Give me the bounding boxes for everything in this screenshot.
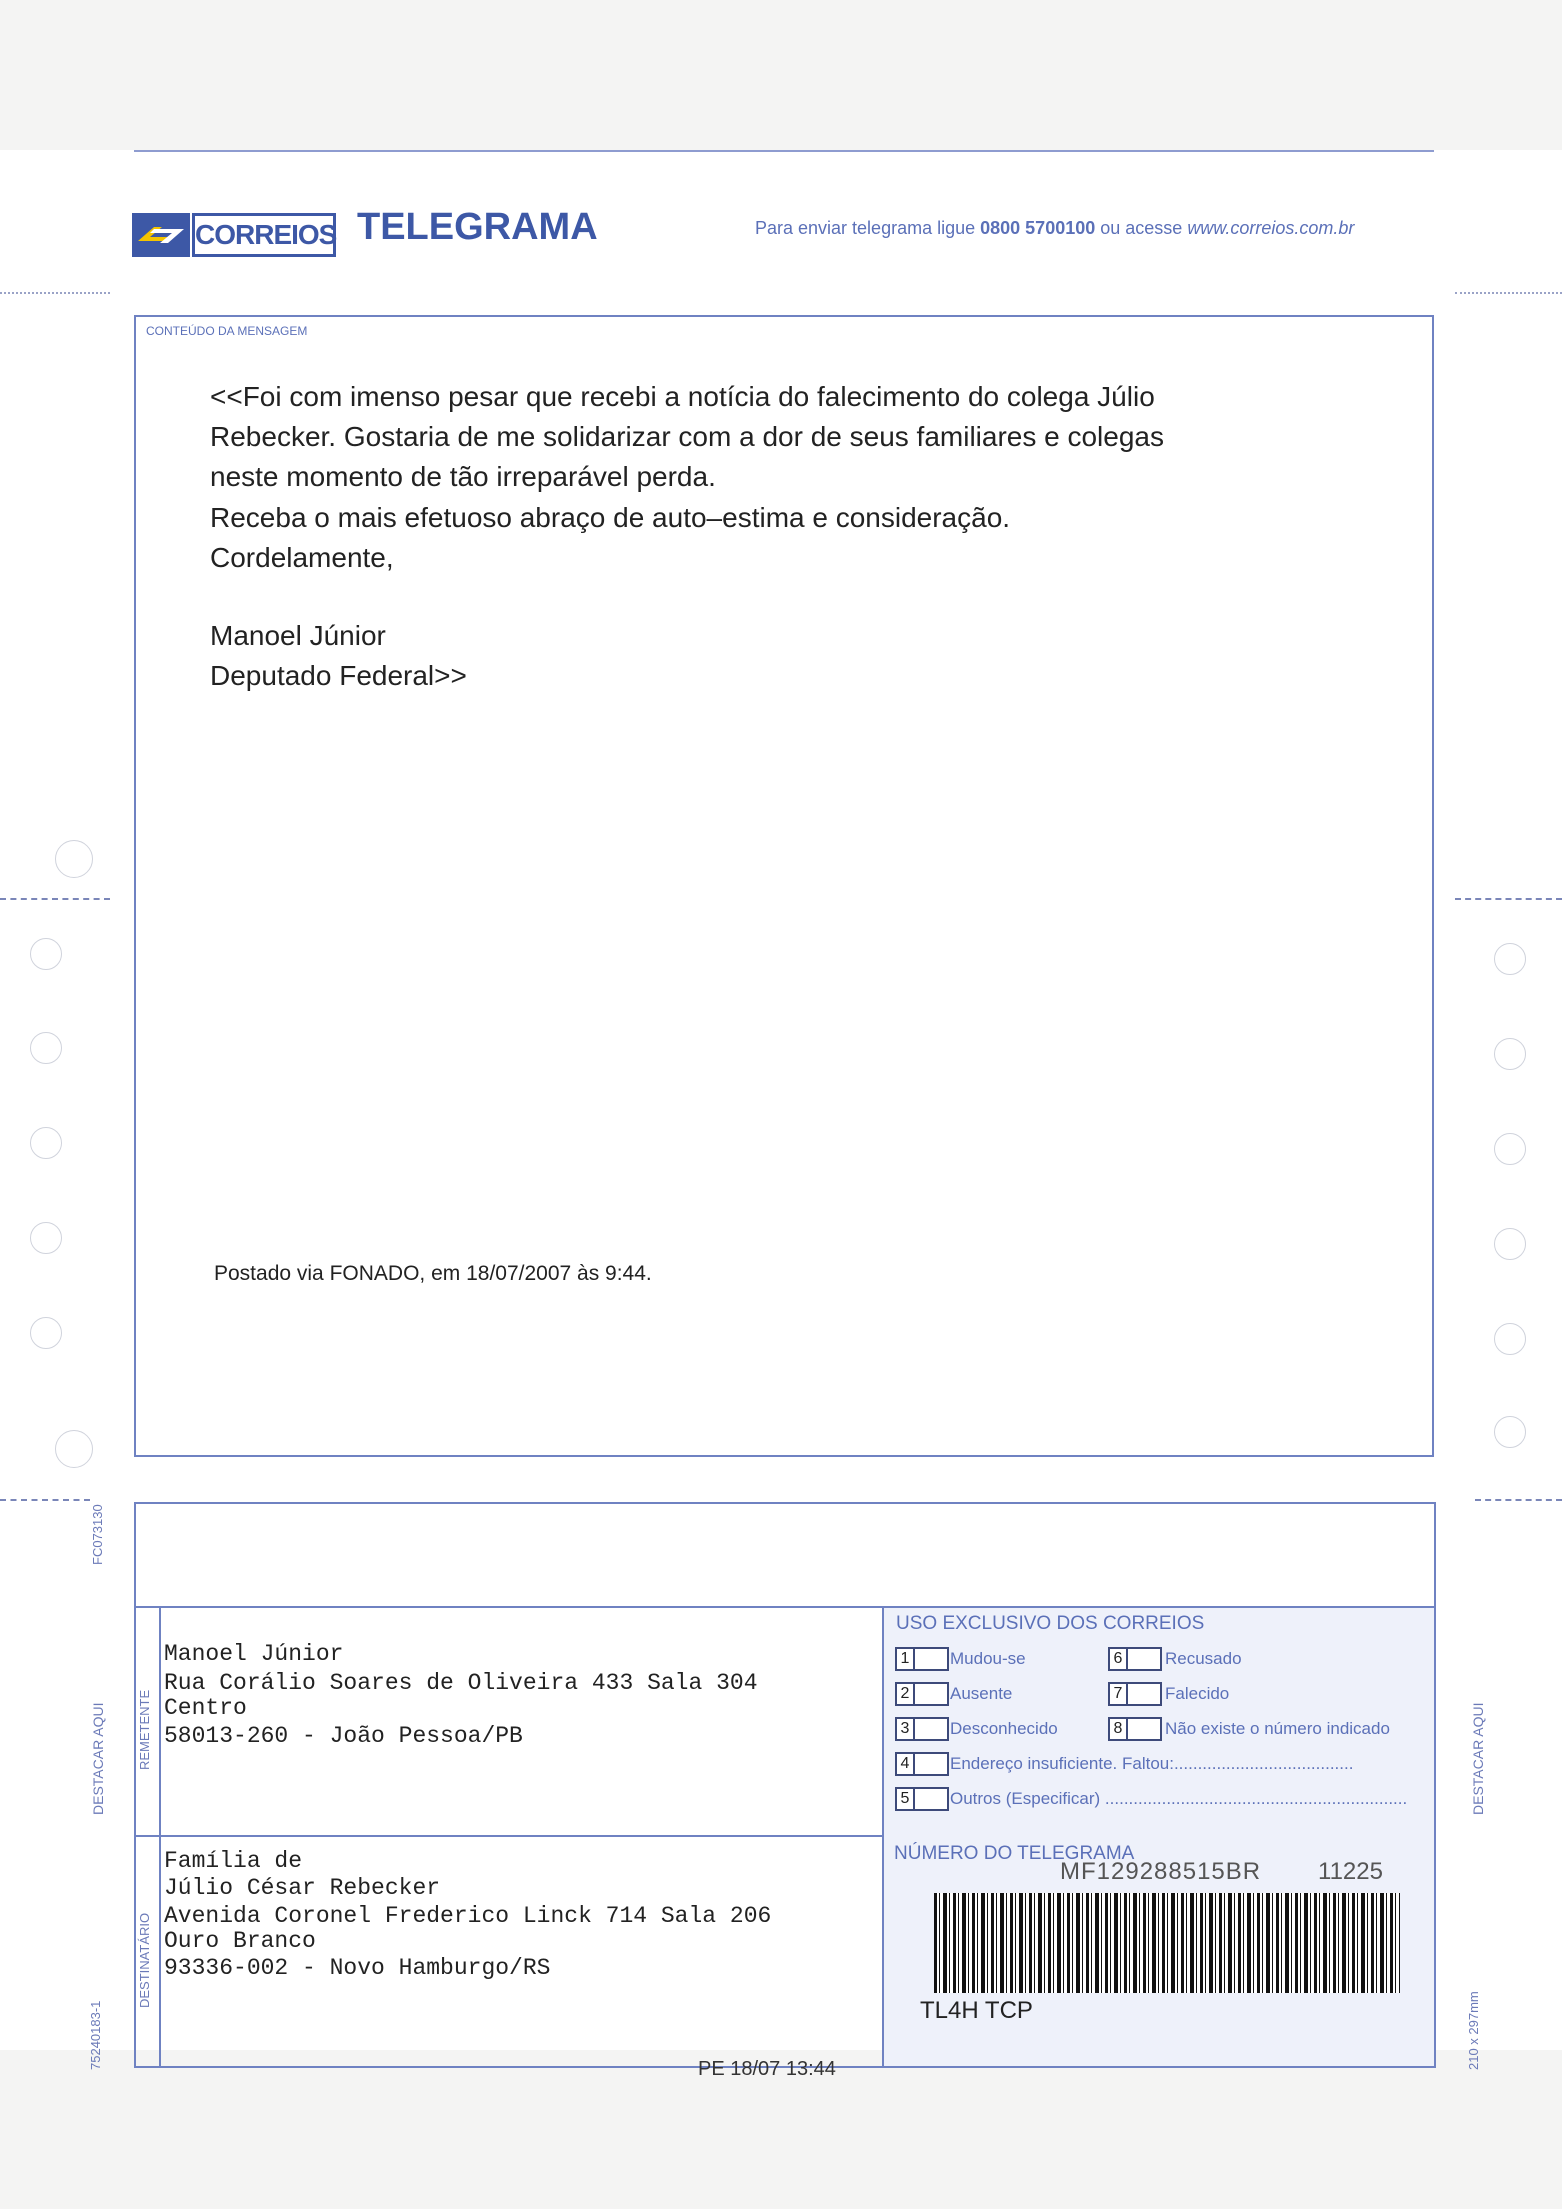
label-column-divider [159, 1606, 161, 2068]
page-title: TELEGRAMA [357, 206, 598, 248]
option-label: Outros (Especificar) ................................................................ [950, 1789, 1408, 1808]
sender-city: 58013-260 - João Pessoa/PB [164, 1723, 523, 1749]
paper-size: 210 x 297mm [1466, 1991, 1481, 2070]
binder-hole-left [55, 1430, 93, 1468]
header-info: Para enviar telegrama ligue 0800 5700100 ou acesse www.correios.com.br [755, 218, 1355, 238]
telegram-number-label: NÚMERO DO TELEGRAMA [894, 1843, 1135, 1864]
checkbox-nao-existe[interactable]: 8 [1108, 1717, 1162, 1741]
post-stamp: PE 18/07 13:44 [698, 2058, 836, 2080]
message-signature: Manoel Júnior [210, 620, 386, 651]
binder-hole-right [1494, 943, 1526, 975]
message-line: Cordelamente, [210, 542, 394, 573]
posted-info: Postado via FONADO, em 18/07/2007 às 9:44. [214, 1262, 652, 1285]
option-label: Mudou-se [950, 1649, 1026, 1668]
message-line: Receba o mais efetuoso abraço de auto–estima e consideração. [210, 502, 1011, 533]
recipient-line: Família de [164, 1848, 303, 1874]
checkbox-mudou-se[interactable]: 1 [895, 1647, 949, 1671]
recipient-district: Ouro Branco [164, 1928, 316, 1954]
correios-logo-icon [132, 213, 190, 257]
detach-here-left: DESTACAR AQUI [90, 1702, 106, 1815]
message-signature-title: Deputado Federal>> [210, 660, 467, 691]
checkbox-falecido[interactable]: 7 [1108, 1682, 1162, 1706]
option-label: Recusado [1165, 1649, 1242, 1668]
perforation-line-left [0, 292, 110, 294]
sender-label: REMETENTE [137, 1689, 152, 1770]
sender-street: Rua Corálio Soares de Oliveira 433 Sala 304 [164, 1670, 758, 1696]
message-line: neste momento de tão irreparável perda. [210, 461, 716, 492]
detach-here-right: DESTACAR AQUI [1470, 1702, 1486, 1815]
option-label: Endereço insuficiente. Faltou:...................................... [950, 1754, 1354, 1773]
checkbox-recusado[interactable]: 6 [1108, 1647, 1162, 1671]
message-line: Rebecker. Gostaria de me solidarizar com a dor de seus familiares e colegas [210, 421, 1164, 452]
option-label: Não existe o número indicado [1165, 1719, 1390, 1738]
recipient-label: DESTINATÁRIO [137, 1912, 152, 2008]
checkbox-endereco-insuficiente[interactable]: 4 [895, 1752, 949, 1776]
checkbox-outros[interactable]: 5 [895, 1787, 949, 1811]
barcode-bottom-code: TL4H TCP [920, 1997, 1033, 2024]
telegram-number-extra: 11225 [1318, 1858, 1383, 1885]
binder-hole-right [1494, 1133, 1526, 1165]
message-line: <<Foi com imenso pesar que recebi a notícia do falecimento do colega Júlio [210, 381, 1155, 412]
option-label: Ausente [950, 1684, 1013, 1703]
binder-hole-left [55, 840, 93, 878]
form-code: FC073130 [90, 1504, 105, 1565]
sender-district: Centro [164, 1695, 247, 1721]
recipient-name: Júlio César Rebecker [164, 1875, 441, 1901]
binder-hole-left [30, 1032, 62, 1064]
tear-line [0, 898, 110, 900]
post-office-title: USO EXCLUSIVO DOS CORREIOS [896, 1613, 1205, 1634]
sender-name: Manoel Júnior [164, 1641, 344, 1667]
binder-hole-right [1494, 1038, 1526, 1070]
option-label: Falecido [1165, 1684, 1230, 1703]
recipient-city: 93336-002 - Novo Hamburgo/RS [164, 1955, 551, 1981]
telegram-number-code: MF129288515BR [1060, 1858, 1262, 1885]
binder-hole-right [1494, 1228, 1526, 1260]
binder-hole-left [30, 938, 62, 970]
binder-hole-left [30, 1317, 62, 1349]
binder-hole-right [1494, 1323, 1526, 1355]
tear-line [1455, 898, 1562, 900]
binder-hole-left [30, 1222, 62, 1254]
barcode [934, 1893, 1400, 1993]
top-border-line [134, 150, 1434, 152]
binder-hole-right [1494, 1416, 1526, 1448]
checkbox-ausente[interactable]: 2 [895, 1682, 949, 1706]
form-serial: 75240183-1 [88, 2000, 103, 2070]
option-label: Desconhecido [950, 1719, 1058, 1738]
tear-line [1475, 1499, 1562, 1501]
binder-hole-left [30, 1127, 62, 1159]
perforation-line-right [1455, 292, 1562, 294]
message-section-label: CONTEÚDO DA MENSAGEM [146, 324, 308, 338]
correios-logo-text: CORREIOS [192, 213, 336, 257]
recipient-street: Avenida Coronel Frederico Linck 714 Sala 206 [164, 1903, 772, 1929]
checkbox-desconhecido[interactable]: 3 [895, 1717, 949, 1741]
tear-line [0, 1499, 90, 1501]
